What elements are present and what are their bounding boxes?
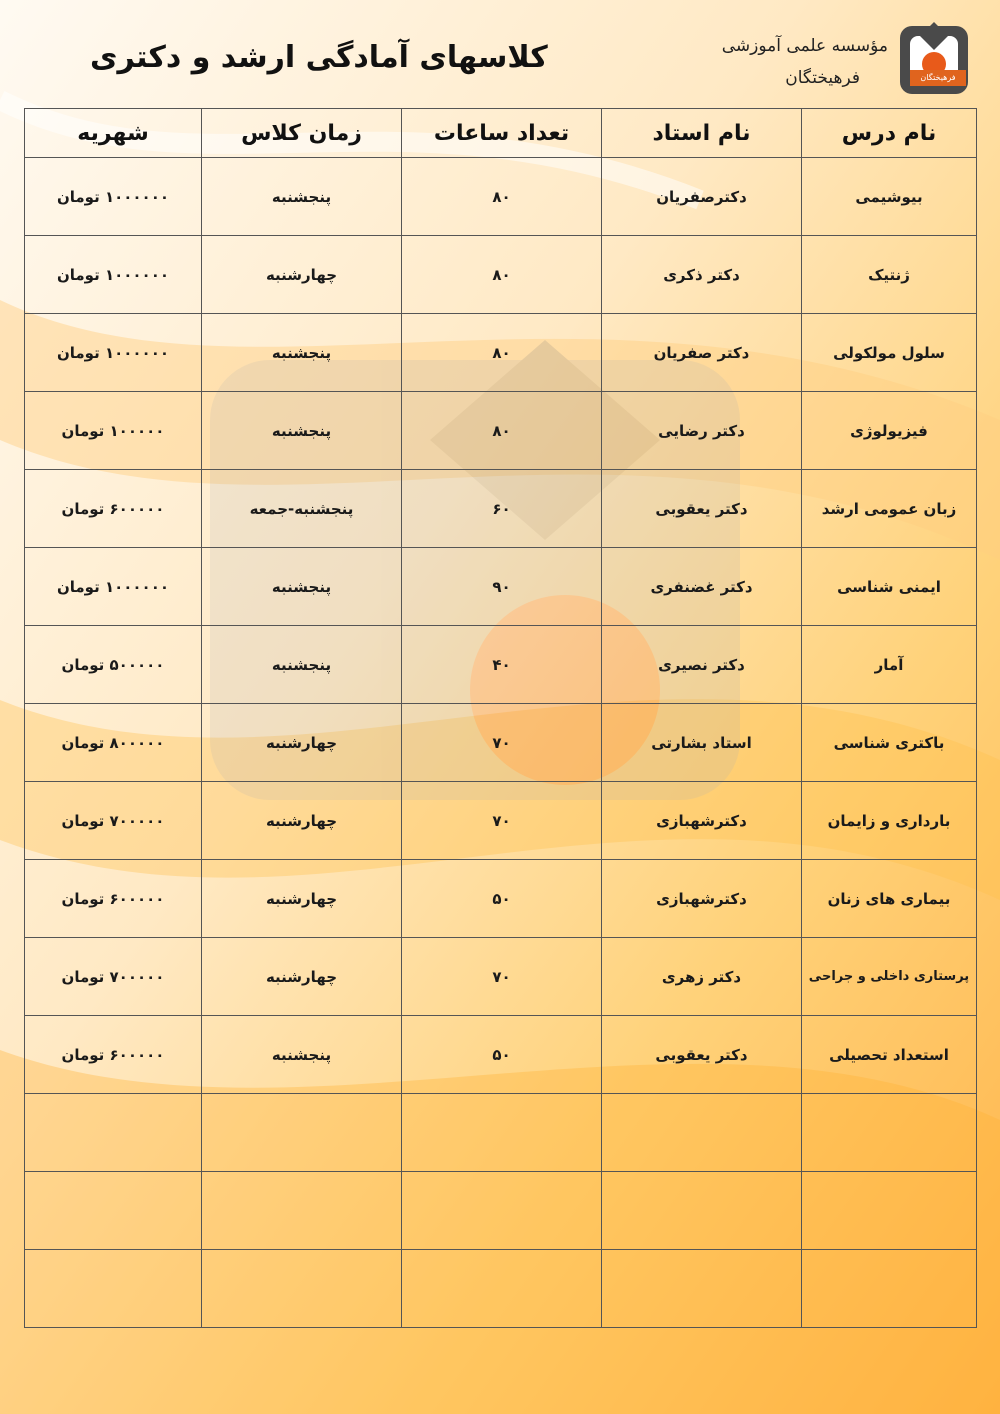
hours-cell: ۵۰ [402, 860, 602, 938]
tuition-cell: ۵۰۰۰۰۰ تومان [25, 626, 202, 704]
empty-table-row [25, 1172, 977, 1250]
tuition-cell: ۶۰۰۰۰۰ تومان [25, 860, 202, 938]
tuition-cell: ۷۰۰۰۰۰ تومان [25, 938, 202, 1016]
class-time-cell: چهارشنبه [202, 782, 402, 860]
empty-cell [202, 1094, 402, 1172]
teacher-cell: دکتر زهری [602, 938, 802, 1016]
teacher-cell: دکتر یعقوبی [602, 1016, 802, 1094]
teacher-cell: دکتر صفریان [602, 314, 802, 392]
table-row [25, 938, 977, 1016]
class-time-cell: چهارشنبه [202, 236, 402, 314]
header [0, 0, 1000, 108]
brand-name-line2: فرهیختگان [785, 68, 860, 88]
class-time-cell: پنجشنبه [202, 1016, 402, 1094]
class-time-cell: پنجشنبه [202, 392, 402, 470]
tuition-cell: ۱۰۰۰۰۰۰ تومان [25, 158, 202, 236]
tuition-cell: ۱۰۰۰۰۰۰ تومان [25, 236, 202, 314]
course-cell: بیوشیمی [802, 158, 977, 236]
class-time-cell: پنجشنبه [202, 158, 402, 236]
teacher-cell: دکترصفریان [602, 158, 802, 236]
tuition-cell: ۶۰۰۰۰۰ تومان [25, 470, 202, 548]
empty-cell [202, 1250, 402, 1328]
header-hours: تعداد ساعات [402, 109, 602, 158]
brand [700, 20, 970, 100]
tuition-cell: ۱۰۰۰۰۰ تومان [25, 392, 202, 470]
class-time-cell: پنجشنبه-جمعه [202, 470, 402, 548]
teacher-cell: دکتر نصیری [602, 626, 802, 704]
class-time-cell: پنجشنبه [202, 626, 402, 704]
tuition-cell: ۱۰۰۰۰۰۰ تومان [25, 314, 202, 392]
course-cell: ژنتیک [802, 236, 977, 314]
tuition-cell: ۸۰۰۰۰۰ تومان [25, 704, 202, 782]
teacher-cell: استاد بشارتی [602, 704, 802, 782]
hours-cell: ۵۰ [402, 1016, 602, 1094]
hours-cell: ۹۰ [402, 548, 602, 626]
tuition-cell: ۱۰۰۰۰۰۰ تومان [25, 548, 202, 626]
class-time-cell: چهارشنبه [202, 860, 402, 938]
table-row [25, 548, 977, 626]
brand-name-line1: مؤسسه علمی آموزشی [721, 36, 888, 56]
brand-tag: فرهیختگان [910, 70, 966, 86]
table-row [25, 158, 977, 236]
table-row [25, 392, 977, 470]
teacher-cell: دکترشهبازی [602, 782, 802, 860]
teacher-cell: دکترشهبازی [602, 860, 802, 938]
course-cell: آمار [802, 626, 977, 704]
table-row [25, 314, 977, 392]
header-course: نام درس [802, 109, 977, 158]
empty-cell [802, 1172, 977, 1250]
table-row [25, 782, 977, 860]
hours-cell: ۷۰ [402, 704, 602, 782]
table-row [25, 860, 977, 938]
hours-cell: ۷۰ [402, 938, 602, 1016]
course-cell: استعداد تحصیلی [802, 1016, 977, 1094]
empty-cell [202, 1172, 402, 1250]
empty-cell [402, 1250, 602, 1328]
empty-cell [25, 1250, 202, 1328]
course-cell: سلول مولکولی [802, 314, 977, 392]
header-tuition: شهریه [25, 109, 202, 158]
table-row [25, 470, 977, 548]
empty-cell [802, 1250, 977, 1328]
empty-cell [402, 1172, 602, 1250]
header-teacher: نام استاد [602, 109, 802, 158]
tuition-cell: ۶۰۰۰۰۰ تومان [25, 1016, 202, 1094]
class-time-cell: پنجشنبه [202, 314, 402, 392]
empty-cell [25, 1094, 202, 1172]
table-row [25, 626, 977, 704]
hours-cell: ۸۰ [402, 236, 602, 314]
hours-cell: ۴۰ [402, 626, 602, 704]
table-header-row [25, 109, 977, 158]
empty-cell [602, 1094, 802, 1172]
empty-table-row [25, 1094, 977, 1172]
hours-cell: ۸۰ [402, 314, 602, 392]
course-cell: بارداری و زایمان [802, 782, 977, 860]
class-time-cell: چهارشنبه [202, 704, 402, 782]
page-title: کلاسهای آمادگی ارشد و دکتری [90, 40, 548, 75]
teacher-cell: دکتر یعقوبی [602, 470, 802, 548]
hours-cell: ۷۰ [402, 782, 602, 860]
course-cell: باکتری شناسی [802, 704, 977, 782]
teacher-cell: دکتر غضنفری [602, 548, 802, 626]
class-time-cell: چهارشنبه [202, 938, 402, 1016]
table-row [25, 704, 977, 782]
table-row [25, 236, 977, 314]
empty-cell [802, 1094, 977, 1172]
class-schedule-table [24, 108, 977, 1328]
course-cell: زبان عمومی ارشد [802, 470, 977, 548]
hours-cell: ۸۰ [402, 392, 602, 470]
hours-cell: ۸۰ [402, 158, 602, 236]
course-cell: ایمنی شناسی [802, 548, 977, 626]
empty-cell [25, 1172, 202, 1250]
institute-logo-icon [898, 20, 970, 98]
course-cell: پرستاری داخلی و جراحی [802, 938, 977, 1016]
header-class-time: زمان کلاس [202, 109, 402, 158]
class-time-cell: پنجشنبه [202, 548, 402, 626]
course-cell: فیزیولوژی [802, 392, 977, 470]
empty-cell [402, 1094, 602, 1172]
tuition-cell: ۷۰۰۰۰۰ تومان [25, 782, 202, 860]
teacher-cell: دکتر رضایی [602, 392, 802, 470]
course-cell: بیماری های زنان [802, 860, 977, 938]
empty-cell [602, 1250, 802, 1328]
empty-table-row [25, 1250, 977, 1328]
empty-cell [602, 1172, 802, 1250]
teacher-cell: دکتر ذکری [602, 236, 802, 314]
table-row [25, 1016, 977, 1094]
hours-cell: ۶۰ [402, 470, 602, 548]
